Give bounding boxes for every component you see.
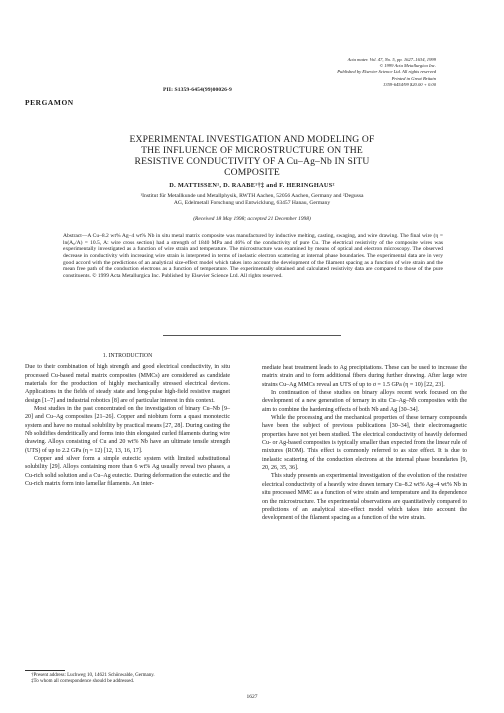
title-line: EXPERIMENTAL INVESTIGATION AND MODELING OF: [129, 134, 375, 145]
body-paragraph: This study presents an experimental investigation of the evolution of the resistive electrical conductivity of a heavily wire drawn ternary Cu–8.2 wt% Ag–4 wt% Nb in situ processed MMC as a function of wire strain and temperature and its dependence on the microstructure. The experimental observations are quantitatively compared to predictions of an analytical size-effect model which takes into account the development of the filament spacing as a function of the wire strain.: [262, 473, 467, 522]
left-column: [25, 352, 230, 489]
affiliation-line: ¹Institut für Metallkunde und Metallphysik, RWTH Aachen, 52056 Aachen, Germany and ²Degussa: [140, 193, 364, 199]
abstract-text: Abstract—A Cu–8.2 wt% Ag–4 wt% Nb in situ metal matrix composite was manufactured by inductive melting, casting, swaging, and wire drawing. The final wire (η = ln(A₀/A) = 10.5, A: wire cross section) had a strength of 1840 MPa and 46% of the conductivity of pure Cu. The electrical resistivity of the composite wires was experimentally investigated as a function of wire strain and temperature. The microstructure was examined by means of optical and electron microscopy. The observed decrease in conductivity with increasing wire strain is interpreted in terms of inelastic electron scattering at internal phase boundaries. The experimental data are in very good accord with the predictions of an analytical size-effect model which takes into account the development of the filament spacing as a function of wire strain and the mean free path of the conduction electrons as a function of temperature. The experimentally obtained and calculated resistivity data are compared to those of the pure constituents. © 1999 Acta Metallurgica Inc. Published by Elsevier Science Ltd. All rights reserved.: [63, 233, 443, 279]
right-column: [262, 364, 467, 523]
author-list: D. MATTISSEN¹, D. RAABE¹†‡ and F. HERINGHAUS²: [169, 182, 335, 189]
footnote: ‡To whom all correspondence should be addressed.: [31, 679, 135, 685]
issn-price-line: 1359-6454/99 $20.00 + 0.00: [383, 81, 436, 87]
journal-citation-block: [206, 57, 436, 88]
section-divider: [163, 335, 341, 336]
section-heading-introduction: 1. INTRODUCTION: [102, 353, 153, 359]
affiliation-line: AG, Edelmetall Forschung und Entwicklung, 63457 Hanau, Germany: [173, 200, 331, 207]
body-paragraph: Copper and silver form a simple eutectic system with limited substitutional solubility [29]. Alloys containing more than 6 wt% Ag usually reveal two phases, a Cu-rich solid solution and a Cu–Ag eutectic. During deformation the eutectic and the Cu-rich matrix form into lamellar filaments. An inter-: [25, 456, 230, 488]
footnote-divider: [25, 670, 65, 671]
title-line: THE INFLUENCE OF MICROSTRUCTURE ON THE: [141, 145, 363, 157]
title-line: RESISTIVE CONDUCTIVITY OF A Cu–Ag–Nb IN SITU: [134, 156, 370, 168]
received-dates: (Received 18 May 1998; accepted 21 December 1998): [193, 216, 311, 222]
printed-line: Printed in Great Britain: [391, 75, 436, 81]
page-number: 1627: [246, 694, 258, 700]
footnotes: [25, 673, 230, 686]
affiliation-block: [60, 193, 444, 207]
body-paragraph: Most studies in the past concentrated on the investigation of binary Cu–Nb [9–20] and Cu–Ag composites [21–26]. Copper and niobium form a quasi monotectic system and have no mutual solubility by practical means [27, 28]. During casting the Nb solidifies dendritically and forms into thin elongated curled filaments during wire drawing. Alloys consisting of Cu and 20 wt% Nb have an ultimate tensile strength (UTS) of up to 2.2 GPa (η = 12) [12, 13, 16, 17].: [25, 406, 230, 454]
copyright-line: © 1999 Acta Metallurgica Inc.: [379, 63, 436, 69]
body-paragraph: Due to their combination of high strength and good electrical conductivity, in situ processed Cu-based metal matrix composites (MMCs) are considered as candidate materials for the production of highly mechanically stressed electrical devices. Applications in the fields of steady state and long-pulse high-field resistive magnet design [1–7] and industrial robotics [8] are of particular interest in this context.: [25, 364, 230, 404]
paper-title: [40, 134, 464, 178]
body-paragraph: In continuation of these studies on binary alloys recent work focused on the development of a new generation of ternary in situ Cu–Ag–Nb composites with the aim to combine the hardening effects of both Nb and Ag [30–34].: [262, 390, 467, 413]
body-paragraph: mediate heat treatment leads to Ag precipitations. These can be used to increase the matrix strain and to form additional fibers during further drawing. After large wire strains Cu–Ag MMCs reveal an UTS of up to σ = 1.5 GPa (η = 10) [22, 23].: [262, 365, 467, 388]
body-paragraph: While the processing and the mechanical properties of these ternary compounds have been the subject of previous publications [30–34], their electromagnetic properties have not yet been studied. The electrical conductivity of heavily deformed Cu- or Ag-based composites is typically smaller than expected from the linear rule of mixtures (ROM). This effect is commonly referred to as size effect. It is due to inelastic scattering of the conduction electrons at the internal phase boundaries [9, 20, 26, 35, 36].: [262, 415, 467, 472]
publisher-line: Published by Elsevier Science Ltd. All rights reserved: [337, 69, 436, 75]
publisher-logo: PERGAMON: [25, 98, 74, 107]
journal-citation-line: Acta mater. Vol. 47, No. 5, pp. 1627–1634, 1999: [347, 57, 436, 62]
footnote: †Present address: Luchweg 10, 14621 Schönwalde, Germany.: [31, 673, 155, 678]
title-line: COMPOSITE: [224, 167, 280, 179]
pii-identifier: PII: S1359-6454(99)00026-9: [163, 87, 232, 93]
